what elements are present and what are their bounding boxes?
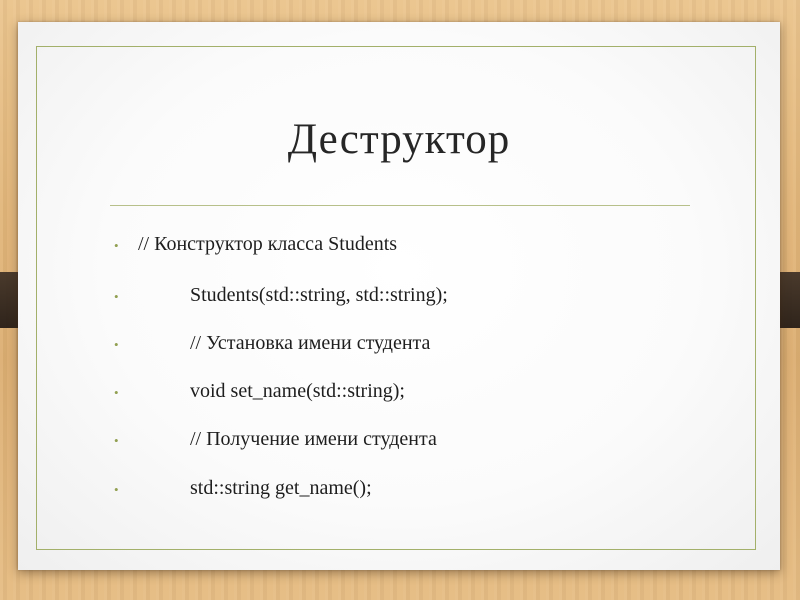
title-divider: [110, 205, 690, 206]
bullet-item: [18, 284, 718, 314]
bullet-item: [18, 332, 718, 362]
bullet-text: std::string get_name();: [190, 477, 372, 499]
bullet-item: [18, 233, 718, 263]
bullet-icon: •: [114, 238, 119, 253]
bullet-item: [18, 477, 718, 507]
bullet-text: Students(std::string, std::string);: [190, 284, 448, 306]
bullet-item: [18, 380, 718, 410]
bullet-icon: •: [114, 482, 119, 497]
bullet-text: void set_name(std::string);: [190, 380, 405, 402]
bullet-text: // Конструктор класса Students: [138, 233, 398, 255]
bullet-icon: •: [114, 385, 119, 400]
bullet-icon: •: [114, 289, 119, 304]
bullet-icon: •: [114, 337, 119, 352]
slide-title: Деструктор: [287, 116, 511, 163]
bullet-text: // Получение имени студента: [190, 428, 437, 450]
bullet-item: [18, 428, 718, 458]
bullet-icon: •: [114, 433, 119, 448]
slide: [18, 22, 780, 570]
bullet-text: // Установка имени студента: [190, 332, 431, 354]
